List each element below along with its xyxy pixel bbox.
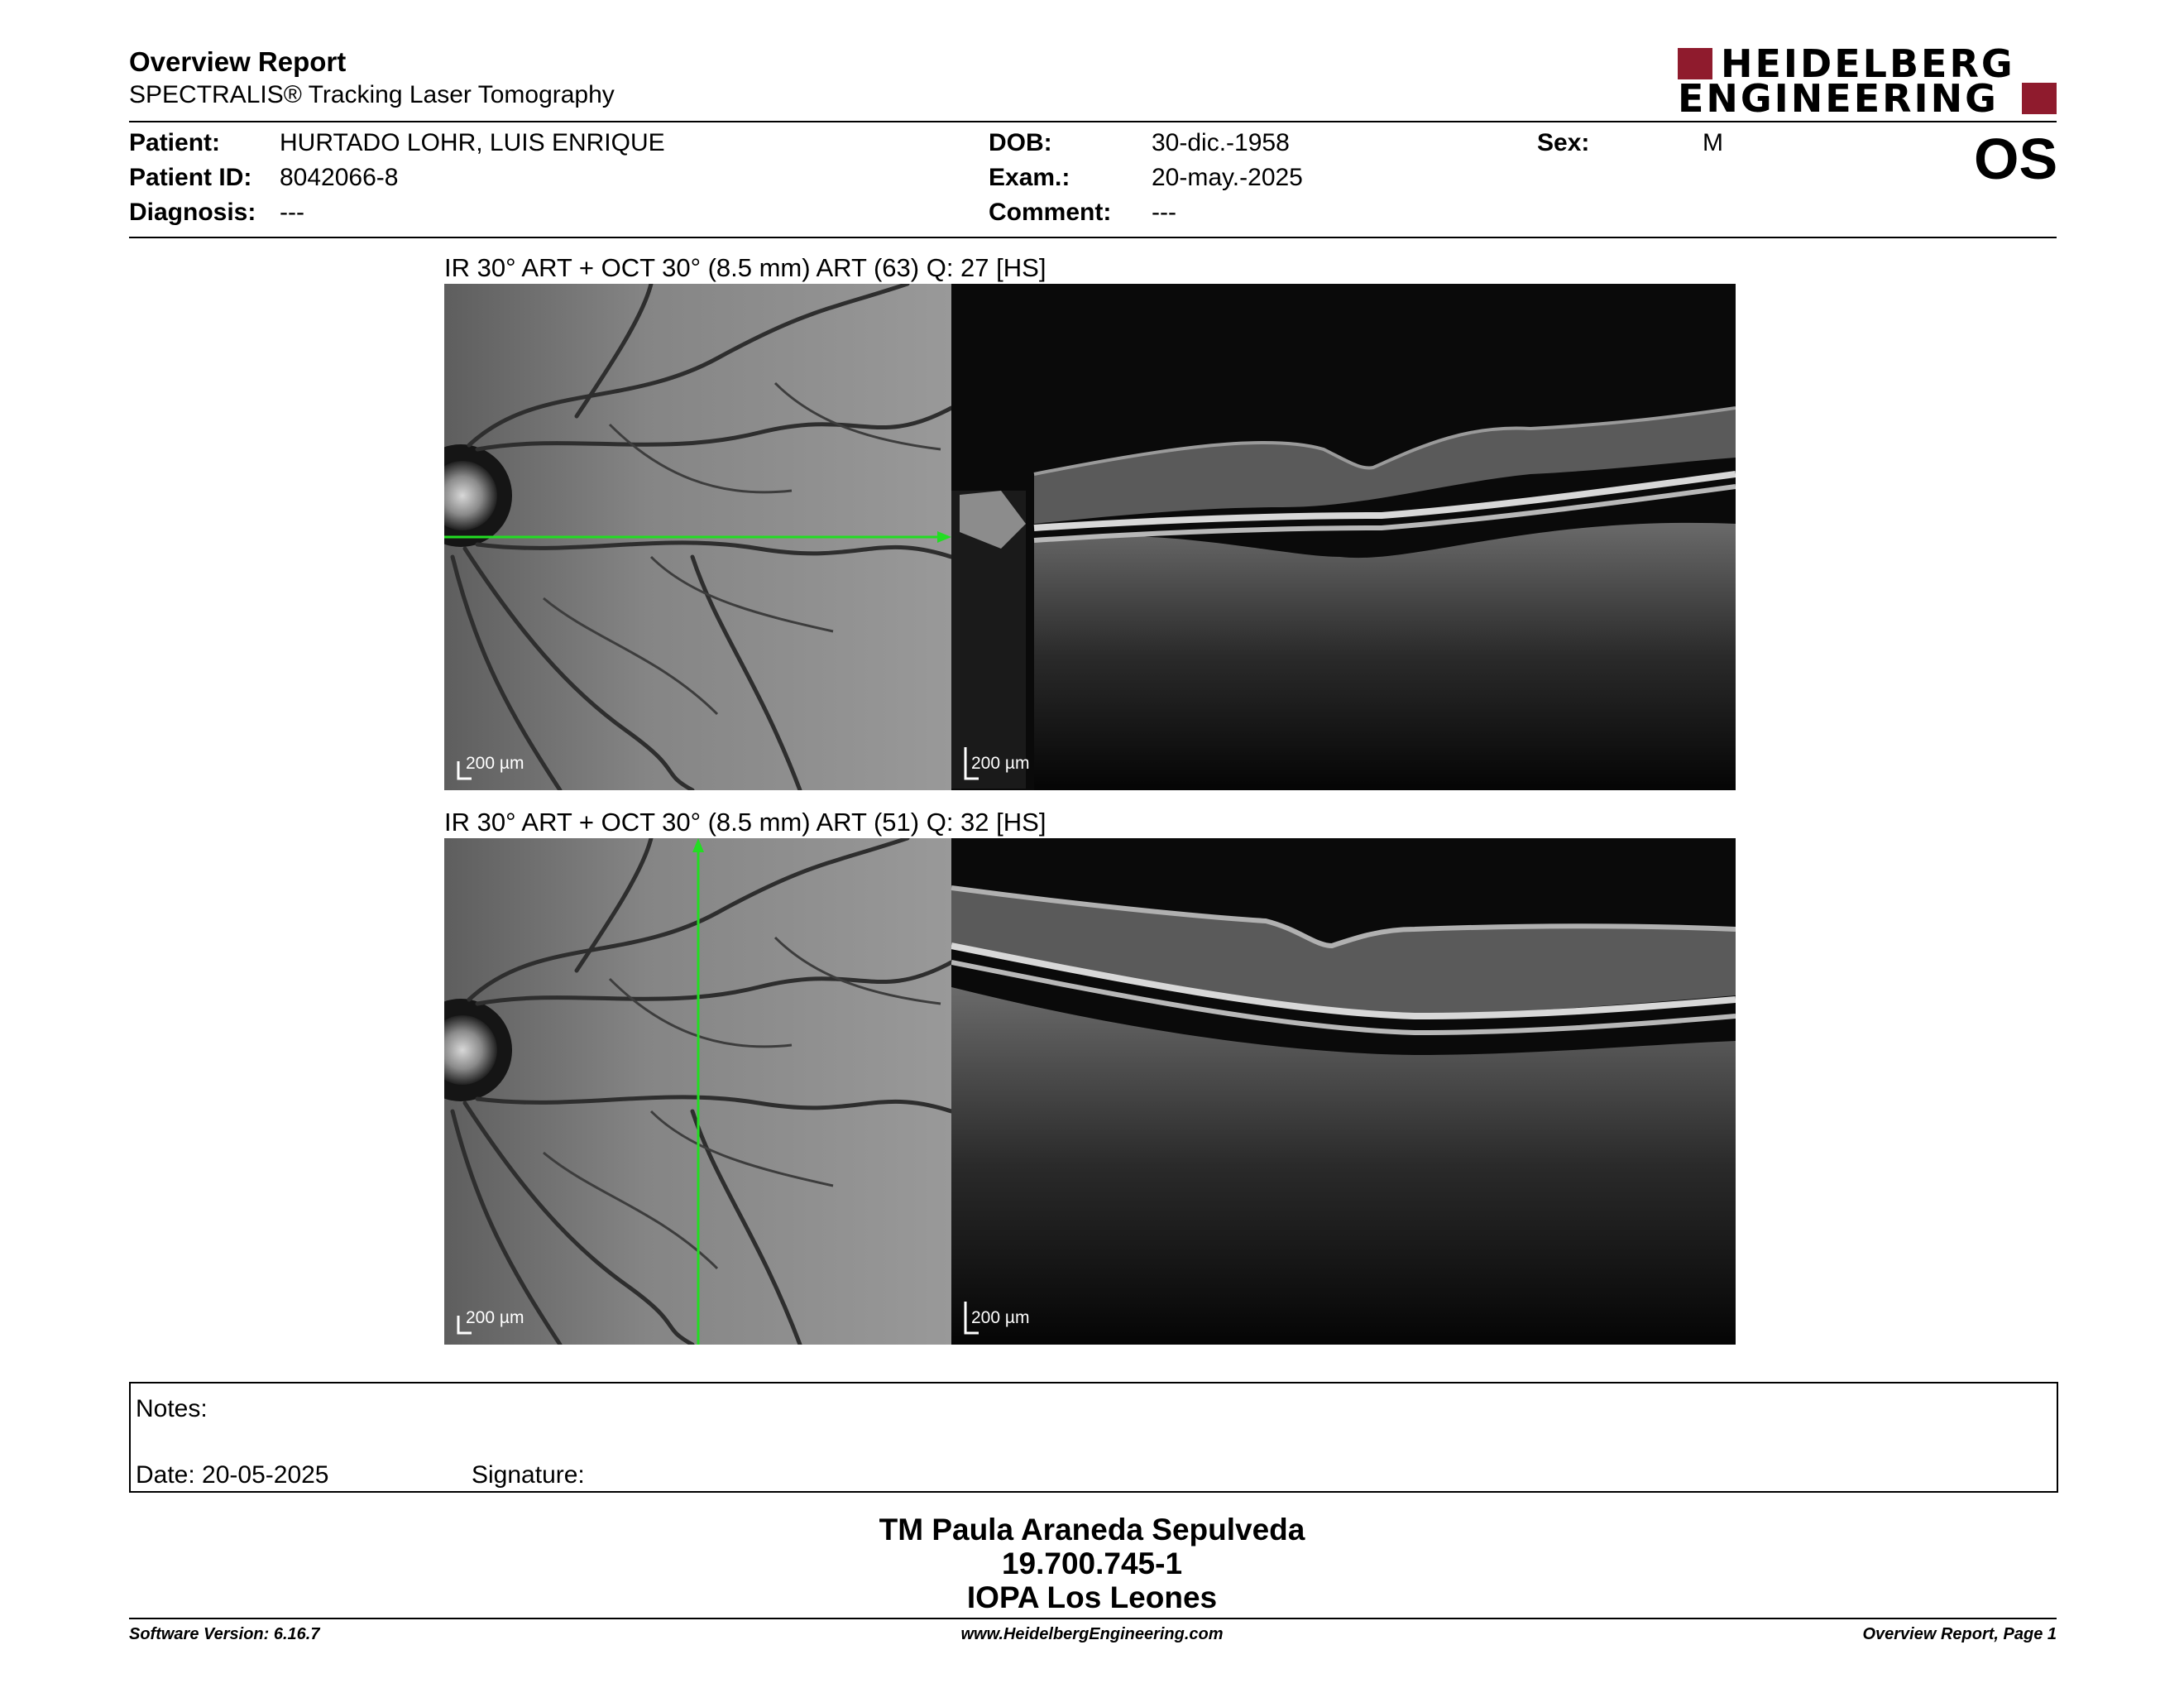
exam-value: 20-may.-2025 (1152, 164, 1303, 191)
dob-value: 30-dic.-1958 (1152, 129, 1290, 156)
signer-rut: 19.700.745-1 (1001, 1547, 1183, 1580)
patient-divider (129, 237, 2057, 238)
header-divider (129, 121, 2057, 122)
notes-box (129, 1382, 2058, 1493)
scan-1-oct-image[interactable] (951, 284, 1736, 790)
comment-value: --- (1152, 199, 1176, 226)
page-label: Overview Report, Page 1 (1862, 1625, 2057, 1643)
logo-text-line1: HEIDELBERG (1721, 41, 2015, 86)
scan-2-fundus-image[interactable] (444, 838, 951, 1345)
scan-2-oct-scale-label: 200 µm (971, 1308, 1030, 1327)
exam-label: Exam.: (989, 164, 1070, 191)
fundus-2-svg (444, 838, 951, 1345)
scan-2-fundus-scale-label: 200 µm (466, 1308, 524, 1327)
eye-indicator: OS (1974, 127, 2058, 191)
diagnosis-value: --- (280, 199, 304, 226)
scan-1-oct-scale-label: 200 µm (971, 754, 1030, 773)
oct-2-svg (951, 838, 1736, 1345)
fundus-1-svg (444, 284, 951, 790)
logo-square-icon (2022, 83, 2057, 114)
website-link[interactable]: www.HeidelbergEngineering.com (960, 1625, 1224, 1643)
notes-label: Notes: (136, 1395, 208, 1422)
report-title: Overview Report (129, 46, 347, 77)
logo-square-icon (1678, 48, 1712, 79)
signer-name: TM Paula Araneda Sepulveda (879, 1513, 1305, 1547)
sex-label: Sex: (1537, 129, 1590, 156)
scan-1-fundus-image[interactable] (444, 284, 951, 790)
report-subtitle: SPECTRALIS® Tracking Laser Tomography (129, 81, 615, 108)
patient-id: 8042066-8 (280, 164, 399, 191)
patient-id-label: Patient ID: (129, 164, 252, 191)
software-version: Software Version: 6.16.7 (129, 1625, 320, 1643)
footer-divider (129, 1618, 2057, 1619)
logo-text-line2: ENGINEERING (1678, 76, 1999, 121)
scan-1-fundus-scale-label: 200 µm (466, 754, 524, 773)
patient-label: Patient: (129, 129, 221, 156)
notes-signature-label: Signature: (472, 1461, 585, 1489)
notes-date: Date: 20-05-2025 (136, 1461, 329, 1489)
patient-name: HURTADO LOHR, LUIS ENRIQUE (280, 129, 665, 156)
diagnosis-label: Diagnosis: (129, 199, 256, 226)
oct-1-svg (951, 284, 1736, 790)
scan-1-title: IR 30° ART + OCT 30° (8.5 mm) ART (63) Q: 27 [HS] (444, 253, 1046, 282)
signer-clinic: IOPA Los Leones (966, 1580, 1218, 1614)
sex-value: M (1703, 129, 1723, 156)
scan-2-title: IR 30° ART + OCT 30° (8.5 mm) ART (51) Q: 32 [HS] (444, 808, 1046, 837)
comment-label: Comment: (989, 199, 1112, 226)
dob-label: DOB: (989, 129, 1052, 156)
scan-2-oct-image[interactable] (951, 838, 1736, 1345)
